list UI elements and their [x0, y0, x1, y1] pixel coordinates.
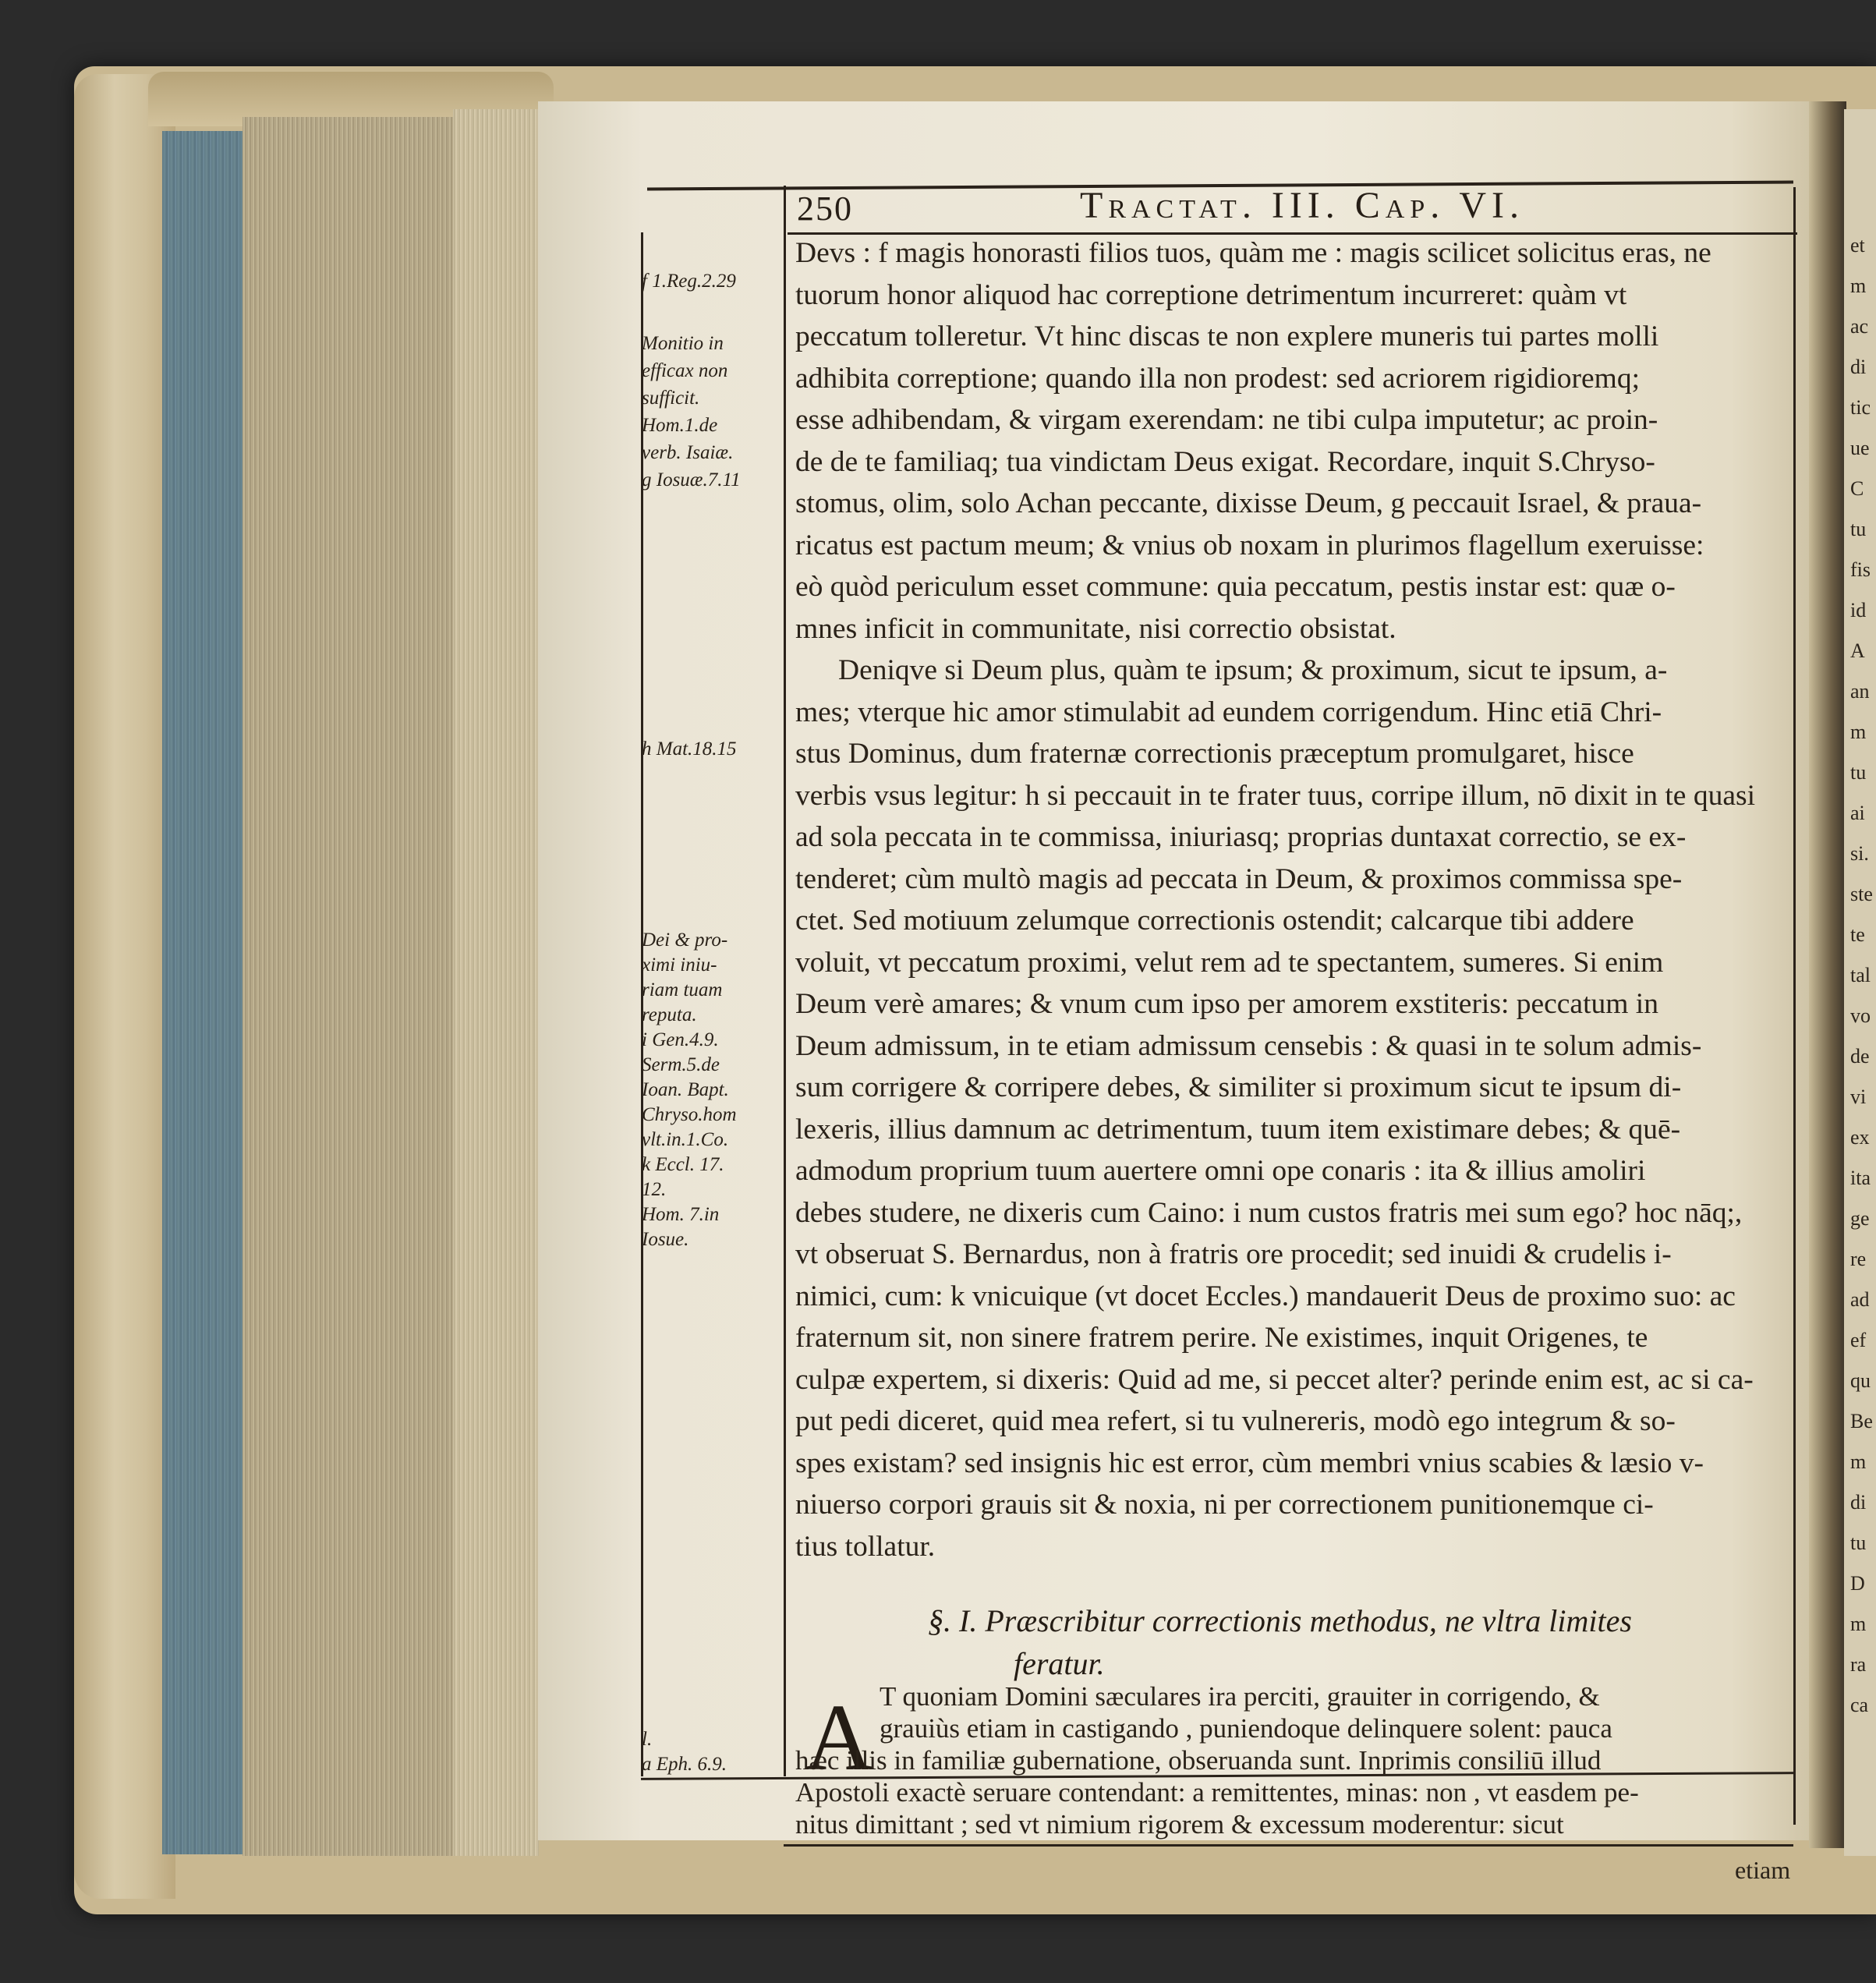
- text-line: stomus, olim, solo Achan peccante, dixisse Deum, g peccauit Israel, & praua-: [795, 487, 1702, 519]
- facing-page-fragment: re: [1850, 1248, 1867, 1270]
- text-line: tius tollatur.: [795, 1530, 936, 1563]
- text-line: tenderet; cùm multò magis ad peccata in Deum, & proximos commissa spe-: [795, 862, 1683, 895]
- page-edges: [242, 117, 453, 1856]
- blue-fore-edge: [162, 131, 242, 1854]
- facing-page-fragment: si.: [1850, 842, 1869, 865]
- margin-note: ximi iniu-: [642, 954, 717, 976]
- facing-page-fragment: de: [1850, 1045, 1870, 1068]
- facing-page-fragment: A: [1850, 639, 1865, 662]
- text-line: ad sola peccata in te commissa, iniuriasq; proprias duntaxat correctio, se ex-: [795, 821, 1687, 853]
- facing-page-fragment: tu: [1850, 518, 1867, 540]
- facing-page-fragment: qu: [1850, 1369, 1871, 1392]
- facing-page-fragment: ita: [1850, 1167, 1871, 1189]
- margin-note: a Eph. 6.9.: [642, 1754, 727, 1775]
- page-edges-inner: [453, 109, 539, 1856]
- facing-page-fragment: tu: [1850, 761, 1867, 784]
- facing-page-fragment: te: [1850, 923, 1865, 946]
- margin-note: Iosue.: [642, 1229, 689, 1250]
- text-line: verbis vsus legitur: h si peccauit in te frater tuus, corripe illum, nō dixit in te quasi: [795, 779, 1755, 812]
- facing-page-fragment: Be: [1850, 1410, 1873, 1432]
- facing-page-fragment: tu: [1850, 1532, 1867, 1554]
- facing-page-fragment: ai: [1850, 802, 1865, 824]
- facing-page-fragment: ue: [1850, 437, 1870, 459]
- running-title: Tractat. III. Cap. VI.: [1080, 185, 1525, 226]
- facing-page-fragment: D: [1850, 1572, 1865, 1595]
- drop-cap: A: [805, 1685, 874, 1790]
- margin-note: vlt.in.1.Co.: [642, 1129, 729, 1150]
- facing-page-fragment: tal: [1850, 964, 1871, 986]
- facing-page-fragment: m: [1850, 274, 1867, 297]
- text-line: sum corrigere & corripere debes, & similiter si proximum sicut te ipsum di-: [795, 1071, 1682, 1103]
- facing-page-fragment: ge: [1850, 1207, 1870, 1230]
- facing-page-fragment: vo: [1850, 1004, 1871, 1027]
- facing-page-fragment: ex: [1850, 1126, 1870, 1149]
- margin-vertical-rule: [784, 186, 786, 1776]
- text-line: esse adhibendam, & virgam exerendam: ne tibi culpa imputetur; ac proin-: [795, 404, 1658, 436]
- facing-page-fragment: vi: [1850, 1085, 1867, 1108]
- facing-page-fragment: m: [1850, 721, 1867, 743]
- margin-note: i Gen.4.9.: [642, 1029, 719, 1050]
- margin-note: Ioan. Bapt.: [642, 1079, 729, 1100]
- text-line: niuerso corpori grauis sit & noxia, ni per correctionem punitionemque ci-: [795, 1489, 1654, 1521]
- facing-page-fragment: m: [1850, 1613, 1867, 1635]
- margin-note: Chryso.hom: [642, 1104, 737, 1125]
- text-line: spes existam? sed insignis hic est error, cùm membri vnius scabies & læsio v-: [795, 1447, 1704, 1479]
- text-line: adhibita correptione; quando illa non prodest: sed acriorem rigidioremq;: [795, 362, 1641, 395]
- facing-page-fragment: di: [1850, 1491, 1867, 1514]
- text-line: eò quòd periculum esset commune: quia peccatum, pestis instar est: quæ o-: [795, 571, 1676, 603]
- text-line: put pedi diceret, quid mea refert, si tu vulnereris, modò ego integrum & so-: [795, 1405, 1676, 1437]
- margin-note: Serm.5.de: [642, 1054, 720, 1075]
- section-heading-continued: feratur.: [1014, 1646, 1105, 1681]
- text-line: culpæ expertem, si dixeris: Quid ad me, si peccet alter? perinde enim est, ac si ca-: [795, 1363, 1754, 1396]
- margin-note: Hom. 7.in: [642, 1204, 720, 1225]
- text-line: de de te familiaq; tua vindictam Deus exigat. Recordare, inquit S.Chryso-: [795, 445, 1655, 478]
- facing-page-fragment: id: [1850, 599, 1867, 621]
- text-line: nimici, cum: k vnicuique (vt docet Eccles.) mandauerit Deus de proximo suo: ac: [795, 1280, 1736, 1312]
- text-line: Deum admissum, in te etiam admissum censebis : & quasi in te solum admis-: [795, 1029, 1702, 1062]
- text-line: T quoniam Domini sæculares ira perciti, grauiter in corrigendo, &: [880, 1681, 1600, 1712]
- margin-note: k Eccl. 17.: [642, 1154, 724, 1175]
- margin-note: Monitio in: [642, 333, 724, 354]
- facing-page-fragment: ef: [1850, 1329, 1867, 1351]
- margin-note: Hom.1.de: [642, 415, 718, 436]
- facing-page-fragment: di: [1850, 356, 1867, 378]
- margin-note: g Iosuæ.7.11: [642, 469, 741, 490]
- text-line: ctet. Sed motiuum zelumque correctionis ostendit; calcarque tibi addere: [795, 905, 1634, 937]
- text-line: debes studere, ne dixeris cum Caino: i num custos fratris mei sum ego? hoc nāq;,: [795, 1196, 1743, 1229]
- text-line: voluit, vt peccatum proximi, velut rem ad te spectantem, sumeres. Si enim: [795, 946, 1664, 979]
- margin-note: l.: [642, 1729, 653, 1750]
- margin-note: Dei & pro-: [642, 930, 728, 951]
- facing-page-fragment: m: [1850, 1450, 1867, 1473]
- book-gutter: [1809, 101, 1846, 1848]
- margin-note: sufficit.: [642, 388, 700, 409]
- text-line: peccatum tolleretur. Vt hinc discas te non explere muneris tui partes molli: [795, 320, 1659, 352]
- text-line: mnes inficit in communitate, nisi correctio obsistat.: [795, 612, 1396, 645]
- text-line: admodum proprium tuum auertere omni ope conaris : ita & illius amoliri: [795, 1155, 1646, 1187]
- text-bottom-rule: [784, 1844, 1793, 1847]
- facing-page-fragment: ste: [1850, 883, 1873, 905]
- margin-note: h Mat.18.15: [642, 738, 737, 760]
- text-line: Devs : f magis honorasti filios tuos, quàm me : magis scilicet solicitus eras, ne: [795, 237, 1711, 269]
- text-line: mes; vterque hic amor stimulabit ad eundem corrigendum. Hinc etiā Chri-: [795, 696, 1662, 728]
- text-line: hæc illis in familiæ gubernatione, obseruanda sunt. Inprimis consiliū illud: [795, 1745, 1602, 1776]
- margin-note: f 1.Reg.2.29: [642, 271, 736, 292]
- facing-page-fragment: tic: [1850, 396, 1871, 419]
- margin-note: verb. Isaiæ.: [642, 442, 734, 463]
- text-line: Apostoli exactè seruare contendant: a remittentes, minas: non , vt easdem pe-: [795, 1777, 1639, 1808]
- text-line: stus Dominus, dum fraternæ correctionis præceptum promulgaret, hisce: [795, 738, 1634, 770]
- text-line: nitus dimittant ; sed vt nimium rigorem & excessum moderentur: sicut: [795, 1809, 1564, 1840]
- facing-page-fragment: ad: [1850, 1288, 1870, 1311]
- section-heading: §. I. Præscribitur correctionis methodus, ne vltra limites: [928, 1603, 1632, 1638]
- facing-page-fragment: fis: [1850, 558, 1871, 581]
- text-line: Deum verè amares; & vnum cum ipso per amorem exstiteris: peccatum in: [795, 988, 1658, 1020]
- text-line: Deniqve si Deum plus, quàm te ipsum; & proximum, sicut te ipsum, a-: [838, 654, 1668, 686]
- text-line: grauiùs etiam in castigando , puniendoque delinquere solent: pauca: [880, 1713, 1612, 1744]
- text-line: tuorum honor aliquod hac correptione detrimentum incurreret: quàm vt: [795, 278, 1627, 311]
- facing-page-fragment: ac: [1850, 315, 1869, 338]
- facing-page-fragment: et: [1850, 234, 1865, 257]
- text-line: lexeris, illius damnum ac detrimentum, tuum item existimare debes; & quē-: [795, 1113, 1681, 1146]
- text-line: vt obseruat S. Bernardus, non à fratris ore procedit; sed inuidi & crudelis i-: [795, 1238, 1672, 1270]
- text-line: fraternum sit, non sinere fratrem perire. Ne existimes, inquit Origenes, te: [795, 1322, 1648, 1354]
- margin-note: efficax non: [642, 360, 728, 381]
- catchword: etiam: [1735, 1856, 1791, 1884]
- margin-note: 12.: [642, 1179, 667, 1200]
- margin-note: reputa.: [642, 1004, 697, 1025]
- text-line: ricatus est pactum meum; & vnius ob noxam in plurimos flagellum exeruisse:: [795, 529, 1704, 561]
- facing-page-fragment: an: [1850, 680, 1870, 703]
- right-vertical-rule: [1793, 187, 1796, 1825]
- facing-page-fragment: ca: [1850, 1694, 1869, 1716]
- page-number: 250: [797, 189, 853, 228]
- vellum-cover: [74, 74, 175, 1899]
- facing-page-fragment: ra: [1850, 1653, 1867, 1676]
- facing-page-fragment: C: [1850, 477, 1864, 500]
- margin-note: riam tuam: [642, 979, 723, 1000]
